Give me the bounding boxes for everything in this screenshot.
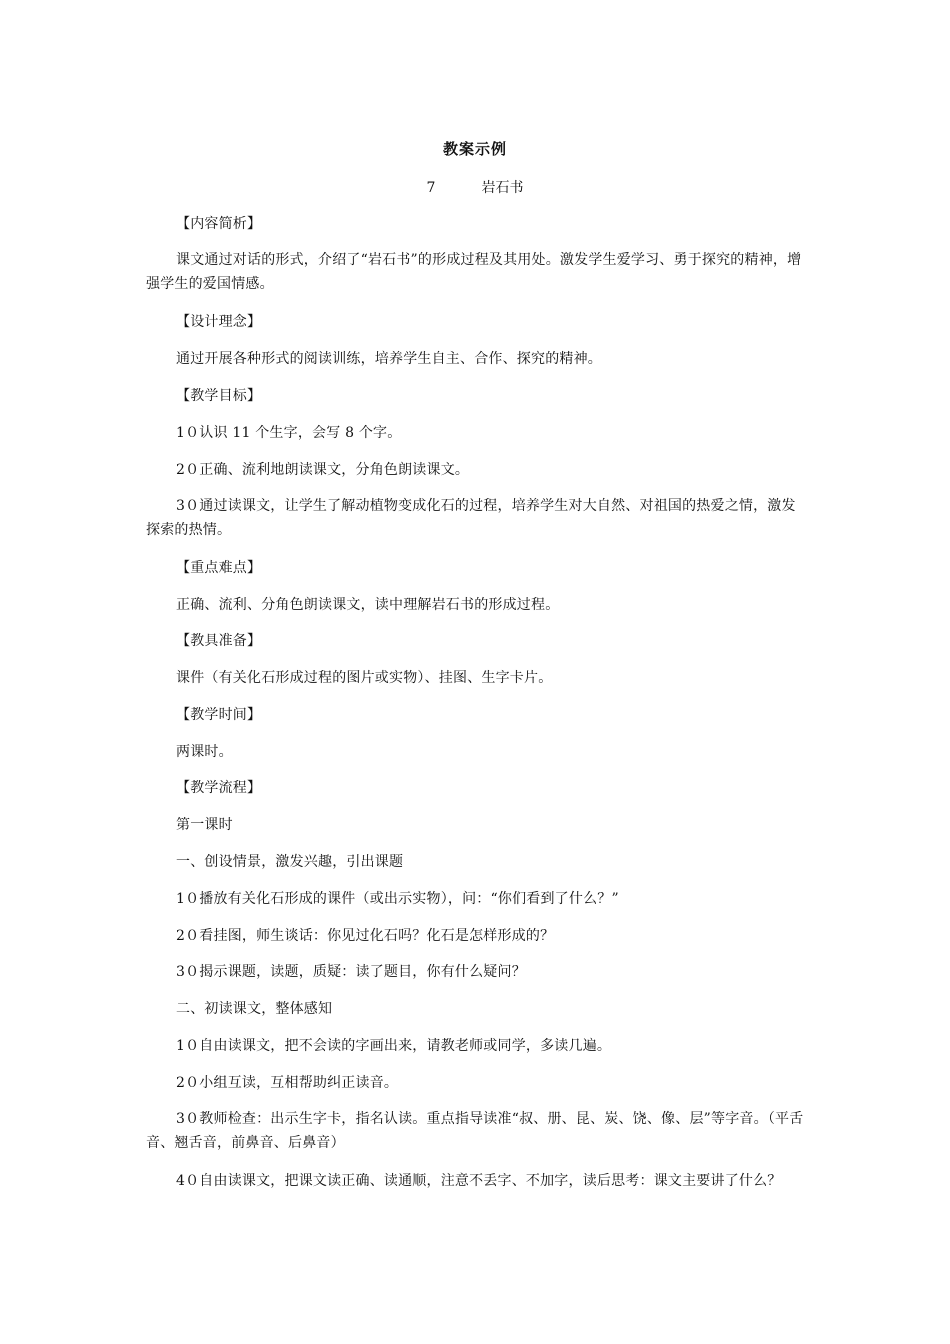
step-2-item-4: 4０自由读课文，把课文读正确、读通顺，注意不丢字、不加字，读后思考：课文主要讲了什么？ [176,1173,782,1189]
section-heading-key-points: 【重点难点】 [176,560,262,576]
lesson-title: 岩石书 [481,180,524,196]
step-heading-1: 一、创设情景，激发兴趣，引出课题 [176,854,404,870]
lesson-heading [0,177,950,197]
step-heading-2: 二、初读课文，整体感知 [176,1001,333,1017]
section-heading-design-concept: 【设计理念】 [176,314,262,330]
step-2-item-1: 1０自由读课文，把不会读的字画出来，请教老师或同学，多读几遍。 [176,1038,612,1054]
goal-item-2: 2０正确、流利地朗读课文，分角色朗读课文。 [176,462,470,478]
goal-item-1: 1０认识 11 个生字，会写 8 个字。 [176,425,402,441]
step-2-item-3: 3０教师检查：出示生字卡，指名认读。重点指导读准“叔、册、昆、炭、饶、像、层”等字音。（平舌音、翘舌音，前鼻音、后鼻音） [146,1111,804,1151]
section-heading-teaching-goals: 【教学目标】 [176,388,262,404]
paragraph-content-analysis: 课文通过对话的形式，介绍了“岩石书”的形成过程及其用处。激发学生爱学习、勇于探究的精神，增强学生的爱国情感。 [146,252,802,292]
goal-item-3: 3０通过读课文，让学生了解动植物变成化石的过程，培养学生对大自然、对祖国的热爱之情，激发探索的热情。 [146,498,796,538]
paragraph-design-concept: 通过开展各种形式的阅读训练，培养学生自主、合作、探究的精神。 [176,351,602,367]
paragraph-key-points: 正确、流利、分角色朗读课文，读中理解岩石书的形成过程。 [176,597,560,613]
paragraph-materials: 课件（有关化石形成过程的图片或实物）、挂图、生字卡片。 [176,670,553,686]
section-heading-teaching-process: 【教学流程】 [176,780,262,796]
step-1-item-1: 1０播放有关化石形成的课件（或出示实物），问：“你们看到了什么？” [176,891,619,907]
section-heading-materials: 【教具准备】 [176,633,262,649]
lesson-period-first: 第一课时 [176,817,233,833]
section-heading-teaching-time: 【教学时间】 [176,707,262,723]
step-1-item-2: 2０看挂图，师生谈话：你见过化石吗？化石是怎样形成的？ [176,928,555,944]
document-title: 教案示例 [442,140,507,158]
paragraph-teaching-time: 两课时。 [176,744,233,760]
section-heading-content-analysis: 【内容简析】 [176,216,262,232]
step-2-item-2: 2０小组互读，互相帮助纠正读音。 [176,1075,399,1091]
lesson-number: 7 [426,180,436,196]
step-1-item-3: 3０揭示课题，读题，质疑：读了题目，你有什么疑问？ [176,964,526,980]
